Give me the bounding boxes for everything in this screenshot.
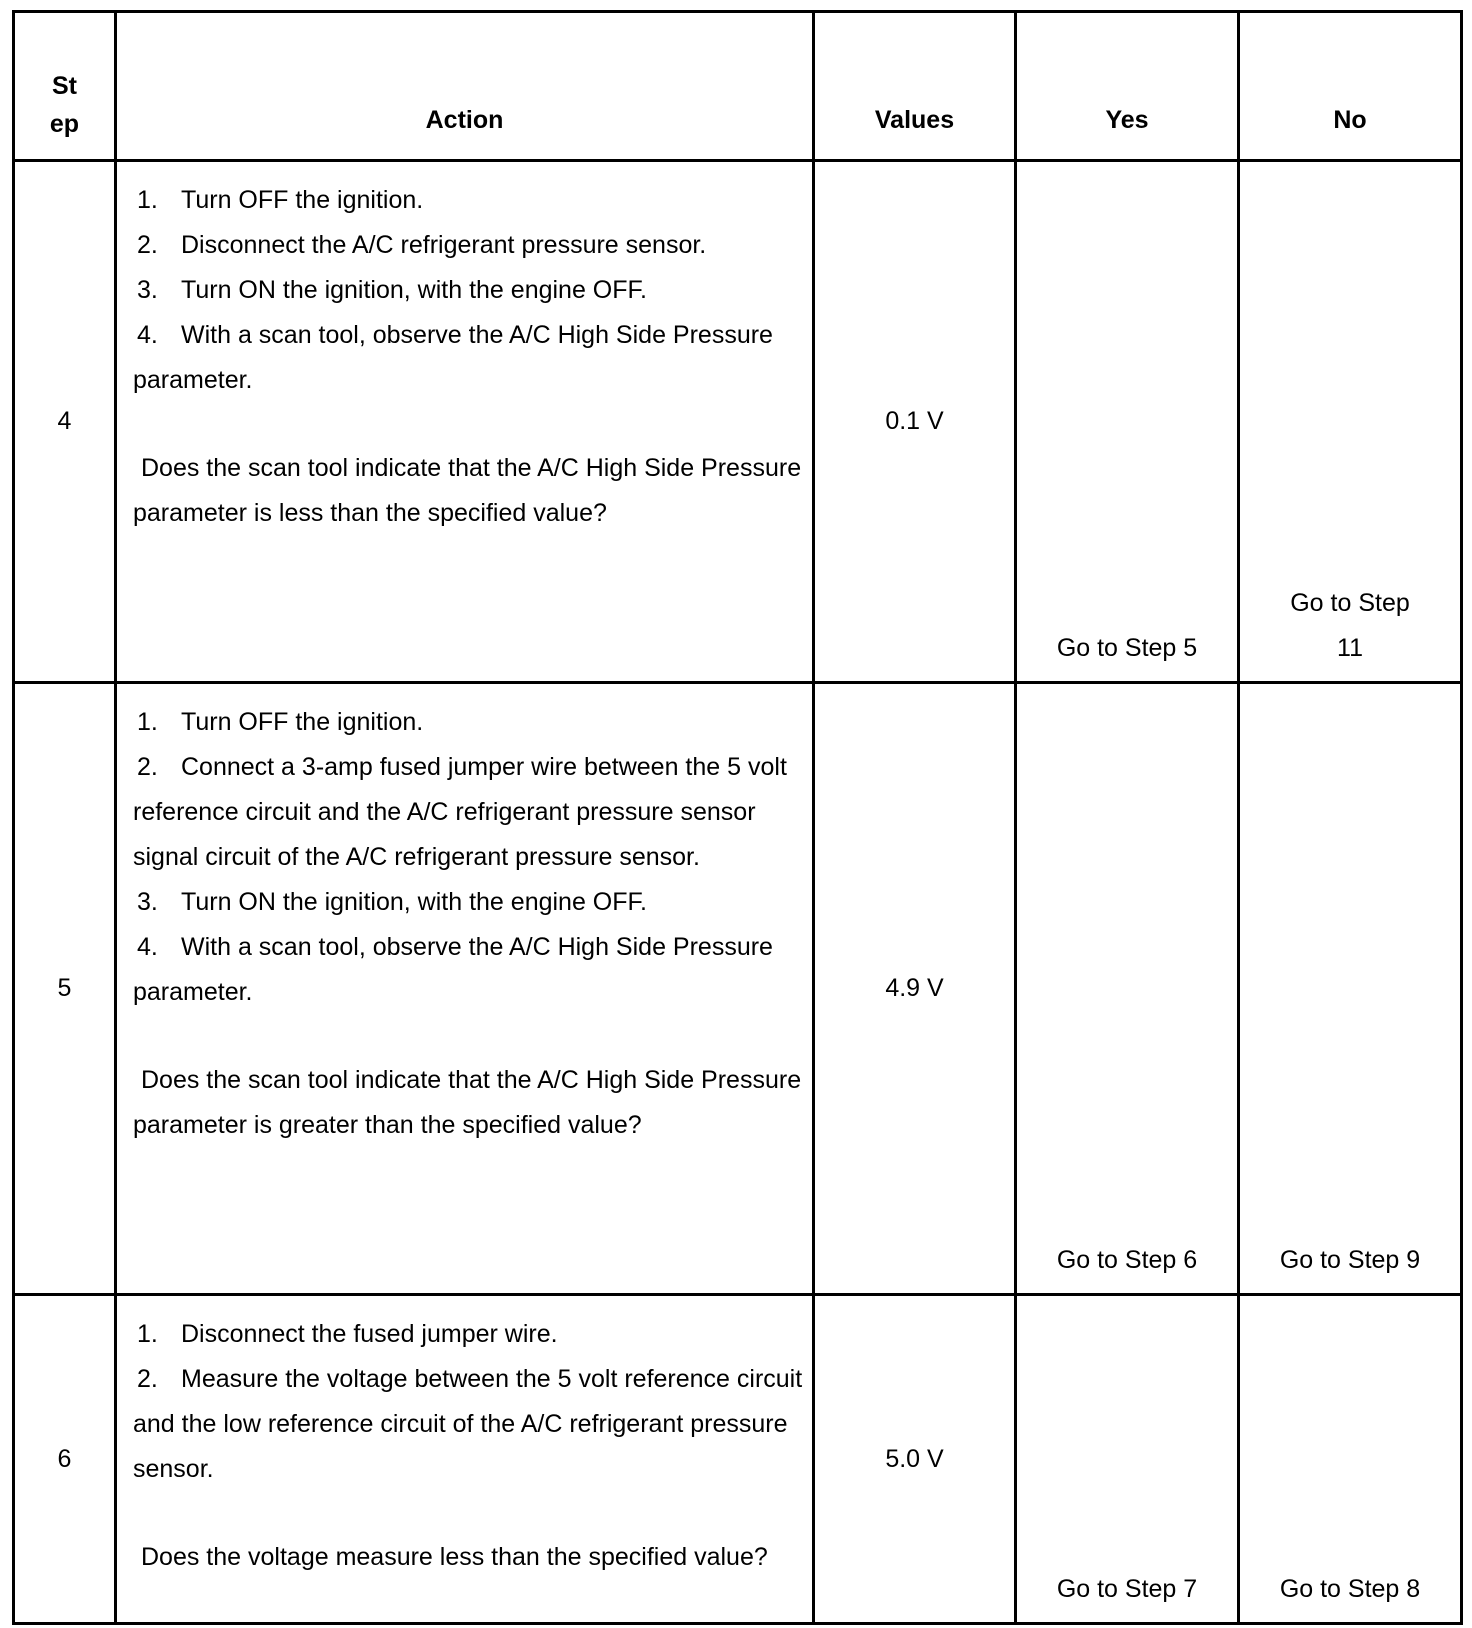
question-text: Does the voltage measure less than the specified value?	[141, 1543, 768, 1571]
action-cell	[116, 1295, 814, 1624]
instruction-item: 1. Turn OFF the ignition.	[137, 186, 424, 214]
yes-cell: Go to Step 6	[1016, 683, 1239, 1295]
instruction-item: 4. With a scan tool, observe the A/C High Side Pressure parameter.	[133, 933, 773, 1006]
instruction-item: 1. Disconnect the fused jumper wire.	[137, 1320, 558, 1348]
step-number: 6	[14, 1295, 116, 1624]
instruction-item: 2. Connect a 3-amp fused jumper wire between the 5 volt reference circuit and the A/C refrigerant pressure sensor signal circuit of the A/C refrigerant pressure sensor.	[133, 753, 787, 871]
header-step: St ep	[14, 12, 116, 161]
instruction-item: 4. With a scan tool, observe the A/C High Side Pressure parameter.	[133, 321, 773, 394]
action-cell	[116, 683, 814, 1295]
instruction-item: 3. Turn ON the ignition, with the engine OFF.	[137, 276, 647, 304]
no-cell: Go to Step 8	[1239, 1295, 1462, 1624]
action-cell	[116, 161, 814, 683]
instruction-item: 2. Measure the voltage between the 5 volt reference circuit and the low reference circuit of the A/C refrigerant pressure sensor.	[133, 1365, 803, 1483]
table-row	[14, 1295, 1462, 1624]
instruction-item: 3. Turn ON the ignition, with the engine OFF.	[137, 888, 647, 916]
yes-cell: Go to Step 5	[1016, 161, 1239, 683]
instruction-item: 2. Disconnect the A/C refrigerant pressure sensor.	[137, 231, 707, 259]
header-action: Action	[116, 12, 814, 161]
table-row	[14, 161, 1462, 683]
step-number: 4	[14, 161, 116, 683]
header-no: No	[1239, 12, 1462, 161]
no-cell: Go to Step 9	[1239, 683, 1462, 1295]
question-text: Does the scan tool indicate that the A/C High Side Pressure parameter is greater than the specified value?	[133, 1066, 802, 1139]
no-cell: Go to Step 11	[1239, 161, 1462, 683]
diagnostic-table	[12, 10, 1463, 1625]
instruction-list	[133, 700, 804, 1015]
table-row	[14, 683, 1462, 1295]
instruction-list	[133, 178, 804, 403]
instruction-list	[133, 1312, 804, 1492]
yes-cell: Go to Step 7	[1016, 1295, 1239, 1624]
value-cell: 0.1 V	[814, 161, 1016, 683]
instruction-item: 1. Turn OFF the ignition.	[137, 708, 424, 736]
question-text: Does the scan tool indicate that the A/C High Side Pressure parameter is less than the specified value?	[133, 454, 802, 527]
value-cell: 4.9 V	[814, 683, 1016, 1295]
value-cell: 5.0 V	[814, 1295, 1016, 1624]
header-values: Values	[814, 12, 1016, 161]
header-yes: Yes	[1016, 12, 1239, 161]
step-number: 5	[14, 683, 116, 1295]
header-row	[14, 12, 1462, 161]
